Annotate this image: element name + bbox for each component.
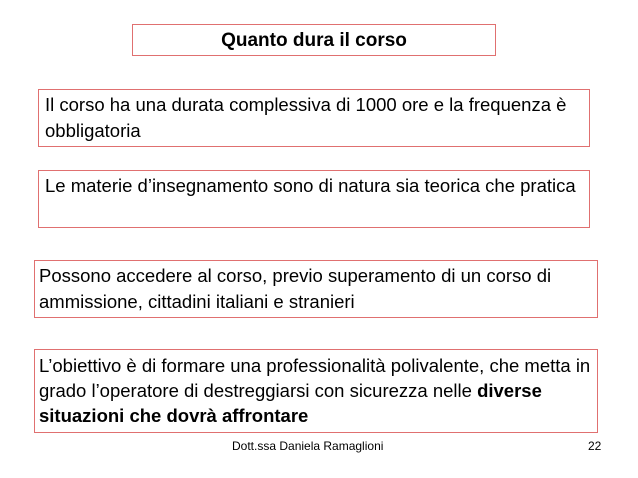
footer-author: Dott.ssa Daniela Ramaglioni xyxy=(232,439,384,453)
duration-text: Il corso ha una durata complessiva di 1000 ore e la frequenza è obbligatoria xyxy=(45,94,567,141)
page-number: 22 xyxy=(588,439,602,453)
admission-text-box xyxy=(34,260,598,318)
subjects-text: Le materie d’insegnamento sono di natura sia teorica che pratica xyxy=(45,175,576,196)
objective-emphasis: diverse situazioni che dovrà affrontare xyxy=(39,380,542,426)
title-box xyxy=(132,24,496,56)
objective-text-box xyxy=(34,349,598,433)
objective-text: L’obiettivo è di formare una professionalità polivalente, che metta in grado l’operatore di destreggiarsi con sicurezza nelle xyxy=(39,355,591,401)
duration-text-box xyxy=(38,89,590,147)
slide-title: Quanto dura il corso xyxy=(221,29,407,51)
admission-text: Possono accedere al corso, previo superamento di un corso di ammissione, cittadini italiani e stranieri xyxy=(39,265,552,312)
subjects-text-box xyxy=(38,170,590,228)
